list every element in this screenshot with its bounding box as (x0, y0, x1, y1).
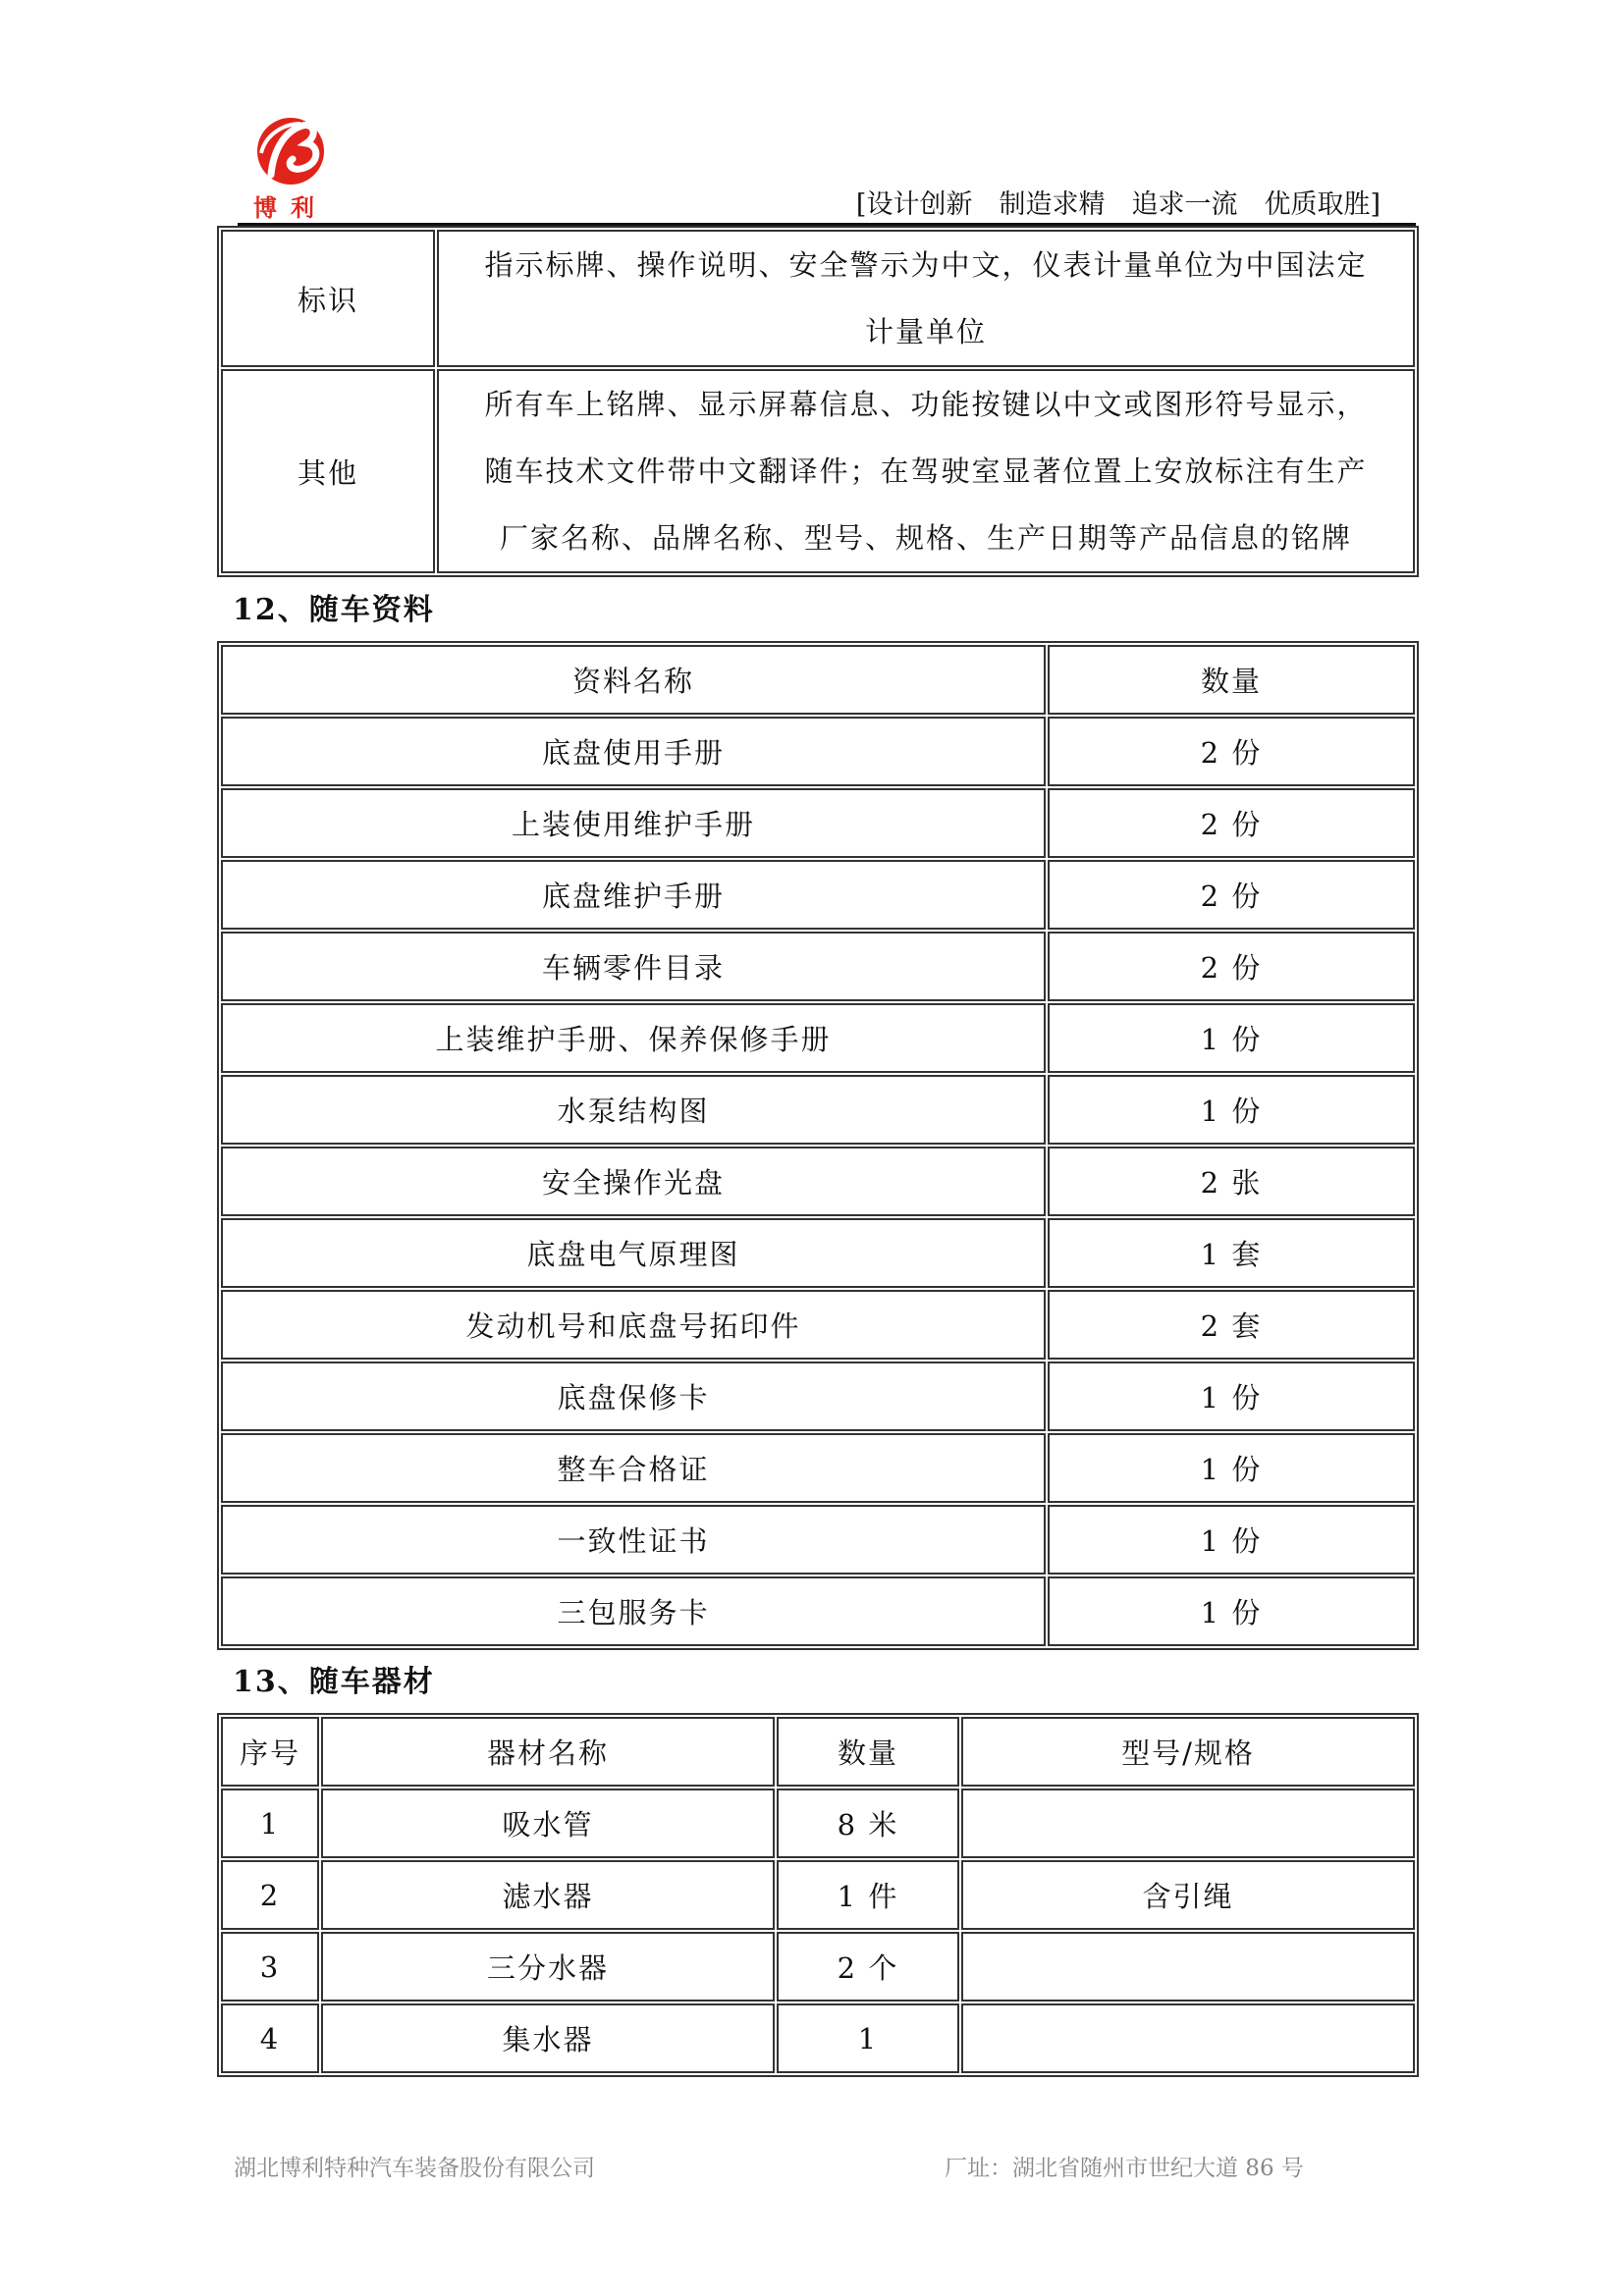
row-content (437, 369, 1415, 573)
logo-text: 博利 (253, 194, 328, 222)
doc-qty: 1 份 (1048, 1576, 1415, 1646)
table-row (221, 1147, 1415, 1216)
doc-name: 上装维护手册、保养保修手册 (221, 1003, 1046, 1073)
table-header-row (221, 645, 1415, 715)
doc-qty: 2 份 (1048, 932, 1415, 1001)
doc-name: 底盘使用手册 (221, 717, 1046, 786)
table-row (221, 932, 1415, 1001)
item-spec (961, 2003, 1415, 2073)
section-title-12: 12、随车资料 (233, 593, 435, 627)
header-cell: 资料名称 (221, 645, 1046, 715)
table-row (221, 369, 1415, 573)
table-row (221, 1075, 1415, 1145)
spec-table (217, 226, 1419, 577)
table-row (221, 1860, 1415, 1930)
row-label: 其他 (221, 369, 435, 573)
table-row (221, 2003, 1415, 2073)
doc-name: 水泵结构图 (221, 1075, 1046, 1145)
doc-name: 发动机号和底盘号拓印件 (221, 1290, 1046, 1360)
doc-qty: 1 份 (1048, 1505, 1415, 1575)
table-row (221, 1505, 1415, 1575)
footer-company: 湖北博利特种汽车装备股份有限公司 (234, 2156, 595, 2181)
item-name: 三分水器 (321, 1932, 775, 2002)
table-row (221, 1362, 1415, 1431)
table-row (221, 230, 1415, 367)
item-spec (961, 1932, 1415, 2002)
content-line: 所有车上铭牌、显示屏幕信息、功能按键以中文或图形符号显示， (484, 388, 1368, 421)
header-cell: 型号/规格 (961, 1717, 1415, 1787)
table-header-row (221, 1717, 1415, 1787)
item-index: 1 (221, 1789, 319, 1858)
content-line: 指示标牌、操作说明、安全警示为中文，仪表计量单位为中国法定 (484, 248, 1368, 282)
doc-qty: 2 套 (1048, 1290, 1415, 1360)
item-qty: 1 (777, 2003, 959, 2073)
header-cell: 数量 (1048, 645, 1415, 715)
doc-name: 车辆零件目录 (221, 932, 1046, 1001)
doc-name: 安全操作光盘 (221, 1147, 1046, 1216)
content-line: 厂家名称、品牌名称、型号、规格、生产日期等产品信息的铭牌 (499, 521, 1352, 555)
item-name: 滤水器 (321, 1860, 775, 1930)
header-slogan: [设计创新 制造求精 追求一流 优质取胜] (855, 189, 1380, 220)
table-row (221, 1218, 1415, 1288)
item-index: 3 (221, 1932, 319, 2002)
doc-qty: 2 份 (1048, 788, 1415, 858)
header-cell: 序号 (221, 1717, 319, 1787)
doc-name: 底盘维护手册 (221, 860, 1046, 930)
doc-qty: 2 张 (1048, 1147, 1415, 1216)
footer-address: 厂址：湖北省随州市世纪大道 86 号 (945, 2156, 1304, 2181)
row-label: 标识 (221, 230, 435, 367)
item-name: 集水器 (321, 2003, 775, 2073)
table-row (221, 1789, 1415, 1858)
item-qty: 2 个 (777, 1932, 959, 2002)
header-cell: 数量 (777, 1717, 959, 1787)
doc-qty: 1 套 (1048, 1218, 1415, 1288)
item-name: 吸水管 (321, 1789, 775, 1858)
doc-qty: 1 份 (1048, 1075, 1415, 1145)
doc-qty: 1 份 (1048, 1362, 1415, 1431)
table-row (221, 1576, 1415, 1646)
section-title-13: 13、随车器材 (233, 1665, 435, 1699)
equipment-table (217, 1713, 1419, 2077)
table-row (221, 1290, 1415, 1360)
item-spec: 含引绳 (961, 1860, 1415, 1930)
item-qty: 1 件 (777, 1860, 959, 1930)
item-qty: 8 米 (777, 1789, 959, 1858)
table-row (221, 1003, 1415, 1073)
doc-name: 三包服务卡 (221, 1576, 1046, 1646)
doc-qty: 1 份 (1048, 1433, 1415, 1503)
doc-name: 整车合格证 (221, 1433, 1046, 1503)
header-cell: 器材名称 (321, 1717, 775, 1787)
table-row (221, 1932, 1415, 2002)
table-row (221, 717, 1415, 786)
item-index: 4 (221, 2003, 319, 2073)
doc-qty: 2 份 (1048, 717, 1415, 786)
content-line: 随车技术文件带中文翻译件；在驾驶室显著位置上安放标注有生产 (484, 454, 1368, 488)
row-content (437, 230, 1415, 367)
doc-qty: 2 份 (1048, 860, 1415, 930)
item-index: 2 (221, 1860, 319, 1930)
doc-qty: 1 份 (1048, 1003, 1415, 1073)
doc-name: 一致性证书 (221, 1505, 1046, 1575)
doc-name: 底盘保修卡 (221, 1362, 1046, 1431)
item-spec (961, 1789, 1415, 1858)
table-row (221, 788, 1415, 858)
doc-name: 底盘电气原理图 (221, 1218, 1046, 1288)
content-line: 计量单位 (864, 315, 987, 348)
doc-name: 上装使用维护手册 (221, 788, 1046, 858)
table-row (221, 860, 1415, 930)
documents-table (217, 641, 1419, 1650)
table-row (221, 1433, 1415, 1503)
logo-emblem-icon (244, 114, 342, 192)
